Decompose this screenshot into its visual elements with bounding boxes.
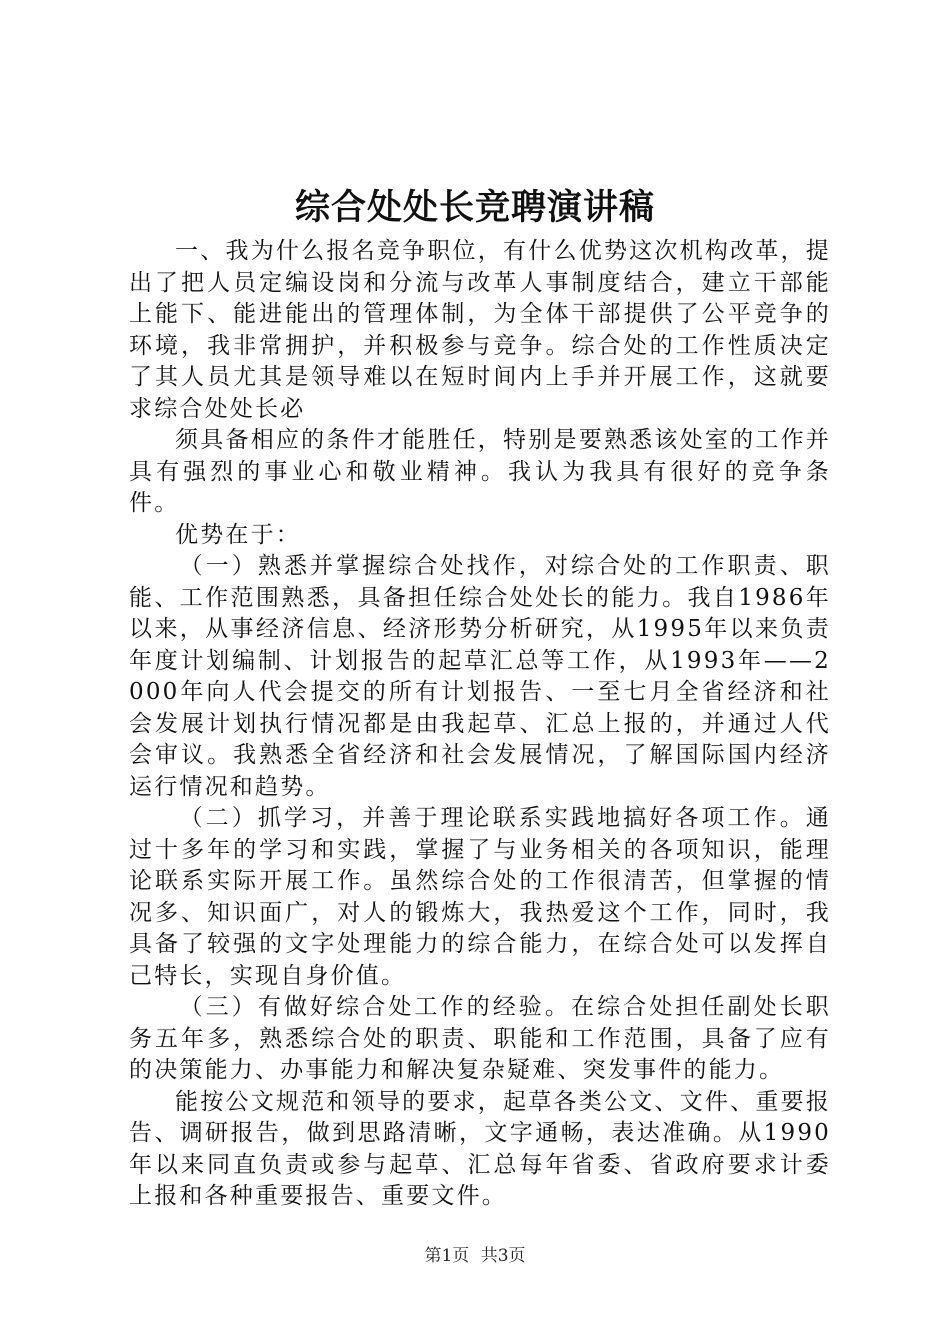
paragraph-advantages-heading: 优势在于：: [175, 521, 301, 548]
paragraph-drafting-ability: 能按公文规范和领导的要求，起草各类公文、文件、重要报告、调研报告，做到思路清晰，文字通畅，表达准确。从1990年以来同直负责或参与起草、汇总每年省委、省政府要求计委上报和各种重要报告、重要文件。: [129, 1088, 831, 1209]
document-title: 综合处处长竞聘演讲稿: [294, 187, 655, 228]
paragraph-advantage-1: （一）熟悉并掌握综合处找作，对综合处的工作职责、职能、工作范围熟悉，具备担任综合处处长的能力。我自1986年以来，从事经济信息、经济形势分析研究，从1995年以来负责年度计划编制、计划报告的起草汇总等工作，从1993年——2000年向人代会提交的所有计划报告、一至七月全省经济和社会发展计划执行情况都是由我起草、汇总上报的，并通过人代会审议。我熟悉全省经济和社会发展情况，了解国际国内经济运行情况和趋势。: [129, 553, 831, 800]
page-total: 共3页: [480, 1246, 526, 1266]
page-number: 第1页: [424, 1246, 470, 1266]
paragraph-intro: 一、我为什么报名竞争职位，有什么优势这次机构改革，提出了把人员定编设岗和分流与改革人事制度结合，建立干部能上能下、能进能出的管理体制，为全体干部提供了公平竞争的环境，我非常拥护，并积极参与竞争。综合处的工作性质决定了其人员尤其是领导难以在短时间内上手并开展工作，这就要求综合处处长必: [129, 238, 831, 422]
page-footer: [0, 1245, 950, 1267]
paragraph-continuation: 须具备相应的条件才能胜任，特别是要熟悉该处室的工作并具有强烈的事业心和敬业精神。我认为我具有很好的竞争条件。: [129, 427, 831, 516]
paragraph-advantage-3: （三）有做好综合处工作的经验。在综合处担任副处长职务五年多，熟悉综合处的职责、职能和工作范围，具备了应有的决策能力、办事能力和解决复杂疑难、突发事件的能力。: [129, 994, 831, 1083]
document-body: [129, 236, 831, 1213]
paragraph-advantage-2: （二）抓学习，并善于理论联系实践地搞好各项工作。通过十多年的学习和实践，掌握了与业务相关的各项知识，能理论联系实际开展工作。虽然综合处的工作很清苦，但掌握的情况多、知识面广，对人的锻炼大，我热爱这个工作，同时，我具备了较强的文字处理能力的综合能力，在综合处可以发挥自己特长，实现自身价值。: [129, 805, 831, 989]
